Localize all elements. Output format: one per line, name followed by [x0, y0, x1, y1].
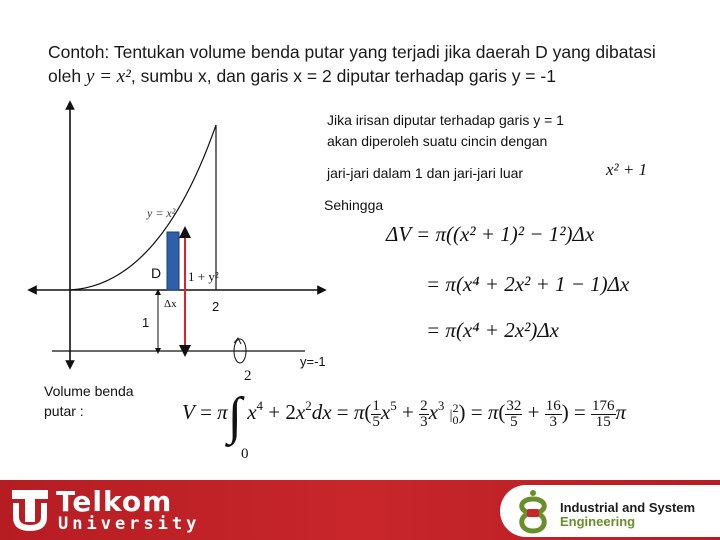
problem-line-2: [48, 64, 698, 89]
volume-label-line-1: Volume benda: [44, 383, 134, 399]
brand-name: Telkom: [56, 485, 173, 518]
problem-line-2-suffix: , sumbu x, dan garis x = 2 diputar terhadap garis y = -1: [130, 66, 556, 86]
explanation-line-2: akan diperoleh suatu cincin dengan: [327, 133, 548, 149]
slice-bar: [167, 232, 179, 290]
department-line-1: Industrial and System: [560, 500, 696, 515]
y-1-label: 1: [142, 315, 150, 330]
delta-v-equation-2: = π(x⁴ + 2x² + 1 − 1)Δx: [426, 272, 630, 296]
x-2-label: 2: [212, 299, 220, 314]
problem-line-1: Contoh: Tentukan volume benda putar yang terjadi jika daerah D yang dibatasi: [48, 42, 656, 62]
delta-v-equation-1: ΔV = π((x² + 1)² − 1²)Δx: [386, 222, 595, 246]
height-label: 1 + y²: [188, 269, 219, 284]
sehingga-label: Sehingga: [324, 197, 384, 213]
problem-line-2-equation: y = x²: [85, 66, 131, 87]
curve-y-x2: [70, 125, 216, 290]
volume-equation: V = π∫ $x^4 + 2x^2dx = \pi$( $\frac{1}{5}$ $x^5$ + $\frac{2}{3}$ $x^3$ | 2 0 ) = π( $\frac{32}{5}$ + $\frac{16}{3}$ ) = $\frac{176}{15}$ π: [182, 388, 627, 445]
problem-line-2-prefix: oleh: [48, 66, 82, 86]
problem-statement: [48, 40, 698, 89]
axis-line-label: y=-1: [300, 354, 326, 369]
curve-label: y = x²: [147, 206, 176, 220]
region-graph: [20, 95, 340, 385]
integral-lower-limit: 0: [241, 446, 249, 462]
explanation-line-3: jari-jari dalam 1 dan jari-jari luar: [327, 165, 524, 181]
brand-subtitle: University: [58, 514, 201, 534]
delta-x-label: Δx: [164, 298, 177, 310]
volume-label-line-2: putar :: [44, 403, 84, 419]
explanation-line-1: Jika irisan diputar terhadap garis y = 1: [327, 112, 564, 128]
region-label: D: [151, 265, 162, 281]
outer-radius-expression: x² + 1: [606, 160, 648, 179]
telkom-logo-icon: [10, 487, 50, 533]
ise-logo-icon: [510, 487, 556, 535]
delta-v-equation-3: = π(x⁴ + 2x²)Δx: [426, 318, 559, 342]
department-line-2: Engineering: [560, 514, 636, 529]
integral-upper-limit: 2: [244, 368, 252, 384]
